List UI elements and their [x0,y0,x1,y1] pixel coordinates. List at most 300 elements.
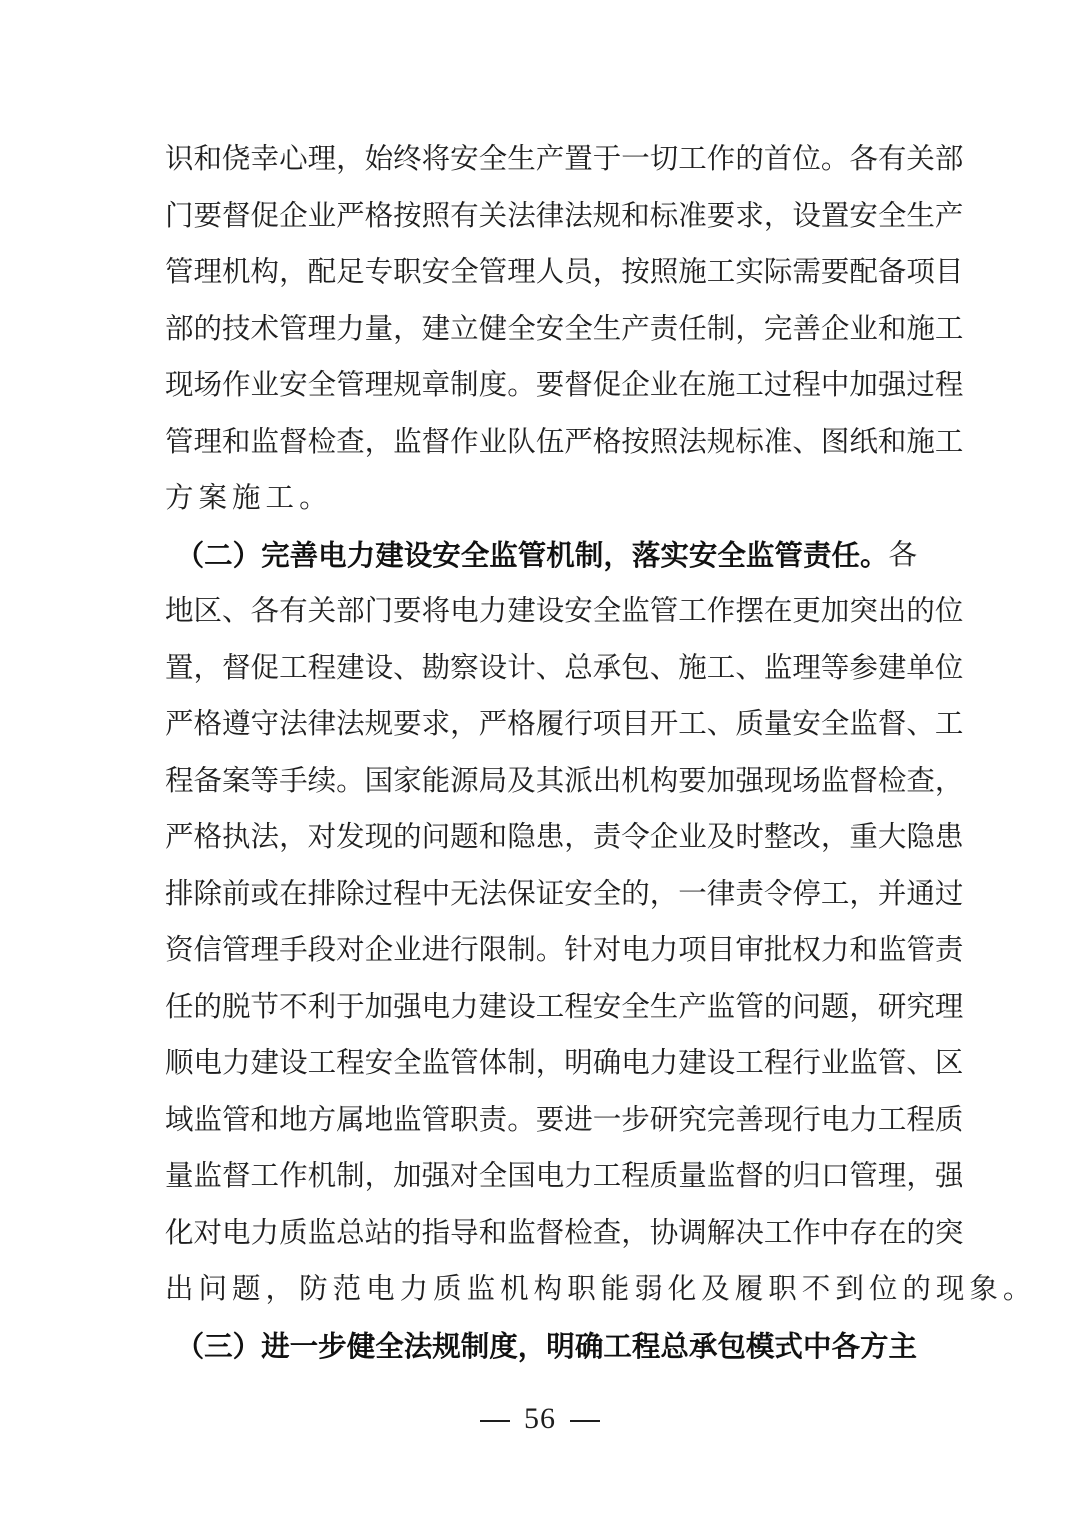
text-char: 程 [564,989,593,1023]
text-char: 作 [706,142,736,175]
text-char: 顺 [165,1046,194,1079]
text-char: 作 [279,1159,308,1192]
text-char: 决 [735,1215,764,1249]
text-char: 管 [649,594,679,627]
text-char: 工 [934,311,964,345]
text-char: 督 [564,368,593,401]
heading-char: 规 [432,1328,461,1363]
text-char: 工 [877,1102,907,1136]
text-char: 术 [250,311,280,345]
text-line [165,470,917,527]
text-char: 全 [307,368,337,401]
text-char: 防 [299,1272,333,1305]
text-char: 工 [678,142,707,175]
text-char: 解 [706,1215,736,1249]
heading-char: 模 [745,1328,775,1363]
text-char: 识 [165,142,194,175]
text-char: 位 [934,594,964,627]
text-char: 严 [564,424,593,458]
text-char: 源 [450,763,479,797]
text-char: 加 [706,763,736,797]
text-line [165,244,964,301]
text-char: 行 [564,707,593,740]
text-char: 程 [621,1159,650,1192]
text-char: 发 [336,820,365,853]
text-char: 技 [222,311,251,345]
text-char: 隐 [906,820,935,853]
text-char: 监 [250,424,280,458]
text-char: 管 [906,933,935,966]
text-char: 监 [507,1215,536,1249]
text-char: 行 [792,1046,821,1079]
text-char: 要 [193,198,223,232]
text-char: 强 [421,1159,451,1192]
text-char: 力 [820,933,850,966]
text-char: 建 [507,594,536,627]
text-char: 电 [820,1102,850,1136]
text-char: 有 [877,142,907,175]
text-char: 其 [535,763,565,797]
text-char: 资 [165,933,194,966]
text-char: 域 [165,1102,194,1136]
left-dash [480,1420,510,1422]
text-char: 中 [820,1215,850,1249]
text-char: ， [621,1215,650,1249]
text-char: 关 [478,198,508,232]
text-char: 管 [336,368,365,401]
text-char: 项 [592,707,622,740]
text-char: 建 [250,1046,280,1079]
text-char: 工 [934,707,964,740]
text-char: 促 [592,368,622,401]
text-char: 施 [906,311,935,345]
text-char: 、 [706,707,736,740]
text-char: 案 [198,481,233,514]
text-char: 。 [507,1102,536,1136]
text-char: 设 [706,1046,736,1079]
text-char: 善 [792,311,821,345]
text-char: 及 [507,763,536,797]
text-char: 构 [533,1272,568,1305]
text-char: 有 [279,594,308,627]
text-char: 章 [421,368,451,401]
text-char: 题 [450,820,479,853]
text-char: 目 [934,255,964,288]
text-char: 督 [877,707,907,740]
text-char: 脱 [222,989,251,1023]
heading-char: 完 [261,537,290,572]
text-char: 理 [307,142,337,175]
text-char: 工 [706,255,736,288]
text-char: 作 [792,1215,821,1249]
text-char: 位 [934,650,964,684]
text-char: 检 [877,763,907,797]
text-char: 通 [906,876,935,910]
text-char: 的 [193,311,223,345]
text-char: 规 [592,198,622,232]
text-char: 指 [421,1215,451,1249]
text-char: ， [592,255,622,288]
text-char: 力 [564,1159,593,1192]
text-char: 理 [193,255,223,288]
heading-char: 各 [831,1328,860,1363]
heading-char: 总 [660,1328,689,1363]
text-char: 管 [279,311,308,345]
text-char: 监 [706,1159,736,1192]
text-char: 电 [621,933,650,966]
text-char: 管 [165,255,194,288]
text-char: 各 [250,594,280,627]
text-char: 规 [364,707,394,740]
text-char: 质 [934,1102,964,1136]
heading-char: 设 [403,537,433,572]
text-char: 图 [820,424,850,458]
heading-char: 中 [802,1328,832,1363]
text-char: 和 [193,142,223,175]
text-char: 监 [706,989,736,1023]
text-char: 力 [849,1102,878,1136]
heading-char: 一 [289,1328,319,1363]
text-char: 促 [250,650,280,684]
text-char: 的 [193,989,223,1023]
text-char: 机 [222,255,251,288]
heading-char: 监 [745,537,775,572]
text-char: 的 [735,142,764,175]
text-char: 研 [649,1102,679,1136]
text-char: 工 [678,594,707,627]
text-char: 在 [678,368,707,401]
text-char: 工 [279,650,308,684]
text-char: 工 [934,424,964,458]
heading-char: 电 [318,537,347,572]
text-char: 家 [393,763,422,797]
text-char: 产 [934,198,964,232]
text-char: 摆 [735,594,764,627]
text-line [165,866,964,923]
text-char: 手 [279,933,308,966]
text-char: 各 [888,537,917,571]
text-char: 、 [906,707,935,740]
text-char: ， [279,255,308,288]
text-char: 工 [592,1159,622,1192]
heading-char: 责 [802,537,832,572]
text-char: 保 [507,876,536,910]
text-char: 置 [820,198,850,232]
text-char: 量 [364,311,394,345]
text-char: 全 [877,198,907,232]
text-char: 格 [364,198,394,232]
text-char: 设 [792,198,821,232]
text-char: 能 [600,1272,635,1305]
text-char: 安 [564,876,593,910]
text-char: 位 [868,1272,903,1305]
text-line [165,1035,964,1092]
text-char: 对 [193,1215,223,1249]
text-char: 设 [478,650,508,684]
text-char: 业 [649,368,679,401]
text-char: 业 [393,933,422,966]
text-char: 地 [364,1102,394,1136]
heading-char: 管 [774,537,803,572]
text-char: 要 [393,707,422,740]
text-char: 监 [820,763,850,797]
text-char: 弱 [634,1272,668,1305]
text-char: 除 [193,876,223,910]
text-char: 规 [393,368,422,401]
text-char: 强 [934,1159,964,1192]
heading-char: 步 [318,1328,347,1363]
text-char: 遵 [222,707,251,740]
text-line [165,527,917,584]
text-char: 置 [165,650,194,684]
text-char: 法 [507,198,536,232]
text-char: 工 [735,1046,764,1079]
text-char: 理 [193,424,223,458]
text-char: 导 [450,1215,479,1249]
text-char: 加 [393,1159,422,1192]
text-char: 理 [792,650,821,684]
text-char: 问 [198,1272,233,1305]
text-char: 立 [450,311,479,345]
text-char: 站 [364,1215,394,1249]
text-char: 按 [621,255,650,288]
text-char: 构 [250,255,280,288]
text-char: ， [265,1272,300,1305]
text-char: 除 [336,876,365,910]
text-char: 按 [621,424,650,458]
text-char: 专 [364,255,394,288]
text-char: 完 [706,1102,736,1136]
text-char: 门 [364,594,394,627]
heading-char: 明 [546,1328,575,1363]
text-char: 、 [906,1046,935,1079]
text-char: 究 [906,989,935,1023]
text-char: 律 [307,707,337,740]
text-char: 承 [592,650,622,684]
text-char: 项 [678,933,707,966]
heading-char: 机 [546,537,575,572]
text-char: 归 [792,1159,821,1192]
text-char: 全 [564,311,593,345]
heading-char: 式 [774,1328,803,1363]
text-char: 设 [364,650,394,684]
text-char: ， [849,989,878,1023]
text-char: 工 [820,876,850,910]
text-char: 任 [678,311,707,345]
text-char: 督 [421,424,451,458]
text-char: 全 [478,1159,508,1192]
text-char: 安 [279,368,308,401]
text-char: 利 [307,989,337,1023]
text-line [165,809,964,866]
text-char: 突 [849,594,878,627]
text-char: 工 [678,707,707,740]
text-char: 项 [906,255,935,288]
text-char: 工 [735,368,764,401]
text-char: 力 [222,1046,251,1079]
text-line [165,753,964,810]
text-char: 监 [849,707,878,740]
text-char: 步 [621,1102,650,1136]
text-char: 地 [279,1102,308,1136]
text-char: 促 [250,198,280,232]
text-char: 部 [165,311,194,345]
text-char: 查 [336,424,365,458]
text-line [165,357,964,414]
text-char: 督 [735,1159,764,1192]
text-char: 度 [478,368,508,401]
text-char: 责 [592,820,622,853]
text-char: 不 [279,989,308,1023]
text-char: 生 [507,142,536,175]
heading-char: 全 [460,537,490,572]
text-char: 执 [222,820,251,853]
text-char: 场 [792,763,821,797]
text-char: 管 [877,1046,907,1079]
text-char: 建 [421,311,451,345]
text-char: 法 [250,820,280,853]
text-char: 工 [265,481,300,514]
text-char: 规 [706,424,736,458]
text-char: 过 [364,876,394,910]
text-char: 及 [701,1272,735,1305]
text-char: 中 [421,876,451,910]
text-char: 电 [366,1272,400,1305]
indent [165,527,176,584]
text-char: 施 [706,368,736,401]
text-char: 。 [535,933,565,966]
text-char: 安 [792,707,821,740]
text-char: 电 [222,1215,251,1249]
text-char: 理 [250,933,280,966]
text-char: 过 [906,368,935,401]
text-char: ， [906,1159,935,1192]
text-char: 属 [336,1102,365,1136]
text-char: 续 [307,763,337,797]
text-char: 等 [250,763,280,797]
text-char: 工 [706,650,736,684]
text-char: 在 [279,876,308,910]
text-char: 严 [336,198,365,232]
text-char: 停 [792,876,821,910]
text-char: 究 [678,1102,707,1136]
text-char: 纸 [849,424,878,458]
text-char: 国 [364,763,394,797]
text-char: 力 [649,933,679,966]
text-char: 作 [222,368,251,401]
text-char: 业 [849,311,878,345]
text-char: 方 [165,481,199,514]
text-char: 机 [621,763,650,797]
text-char: 包 [621,650,650,684]
heading-char: 安 [432,537,461,572]
text-char: 的 [902,1272,936,1305]
text-char: 化 [165,1215,194,1249]
text-char: 作 [450,424,479,458]
text-char: 力 [250,1215,280,1249]
text-char: 和 [877,424,907,458]
text-char: 程 [906,1102,935,1136]
text-char: 配 [307,255,337,288]
text-char: 的 [763,1159,793,1192]
text-char: 区 [934,1046,964,1079]
text-char: 口 [820,1159,850,1192]
text-char: 现 [763,1102,793,1136]
text-char: 准 [763,424,793,458]
heading-char: 全 [375,1328,404,1363]
heading-char: 法 [403,1328,433,1363]
text-char: 并 [877,876,907,910]
text-char: 段 [307,933,337,966]
text-char: 程 [792,368,821,401]
text-char: 法 [678,424,707,458]
text-char: 业 [820,1046,850,1079]
text-char: 位 [792,142,821,175]
text-char: 置 [564,142,593,175]
indent [165,1318,176,1375]
text-line [165,131,964,188]
text-char: 备 [877,255,907,288]
text-char: 时 [735,820,764,853]
text-char: 总 [564,650,593,684]
text-char: 一 [592,1102,622,1136]
text-char: 督 [535,1215,565,1249]
text-char: 整 [763,820,793,853]
text-char: 实 [735,255,764,288]
text-line [165,1318,917,1375]
heading-char: 全 [717,537,746,572]
text-char: 单 [906,650,935,684]
heading-char: 制 [460,1328,490,1363]
text-char: 针 [564,933,593,966]
text-char: 察 [450,650,479,684]
text-char: 加 [364,989,394,1023]
text-char: 法 [279,707,308,740]
text-char: 生 [649,989,679,1023]
text-char: 门 [165,198,194,232]
text-char: 强 [877,368,907,401]
text-char: 排 [307,876,337,910]
text-char: 程 [307,650,337,684]
heading-char: 包 [717,1328,746,1363]
text-char: ， [649,876,679,910]
text-line [165,188,964,245]
text-char: 参 [849,650,878,684]
text-char: 健 [478,311,508,345]
text-char: 体 [478,1046,508,1079]
text-char: 区 [193,594,223,627]
text-char: 要 [706,198,736,232]
text-char: 部 [336,594,365,627]
body-text [165,131,1037,1374]
text-char: 到 [835,1272,869,1305]
text-char: ， [735,311,764,345]
text-char: 全 [621,989,650,1023]
text-char: 加 [849,368,878,401]
text-char: 力 [450,989,479,1023]
text-char: 检 [307,424,337,458]
text-char: 全 [393,1046,422,1079]
text-char: ， [279,820,308,853]
text-char: 照 [649,424,679,458]
text-char: 题 [820,989,850,1023]
text-char: 建 [877,650,907,684]
text-char: 现 [364,820,394,853]
text-char: 对 [450,1159,479,1192]
text-char: 程 [393,876,422,910]
text-char: 无 [450,876,479,910]
text-char: 范 [332,1272,367,1305]
